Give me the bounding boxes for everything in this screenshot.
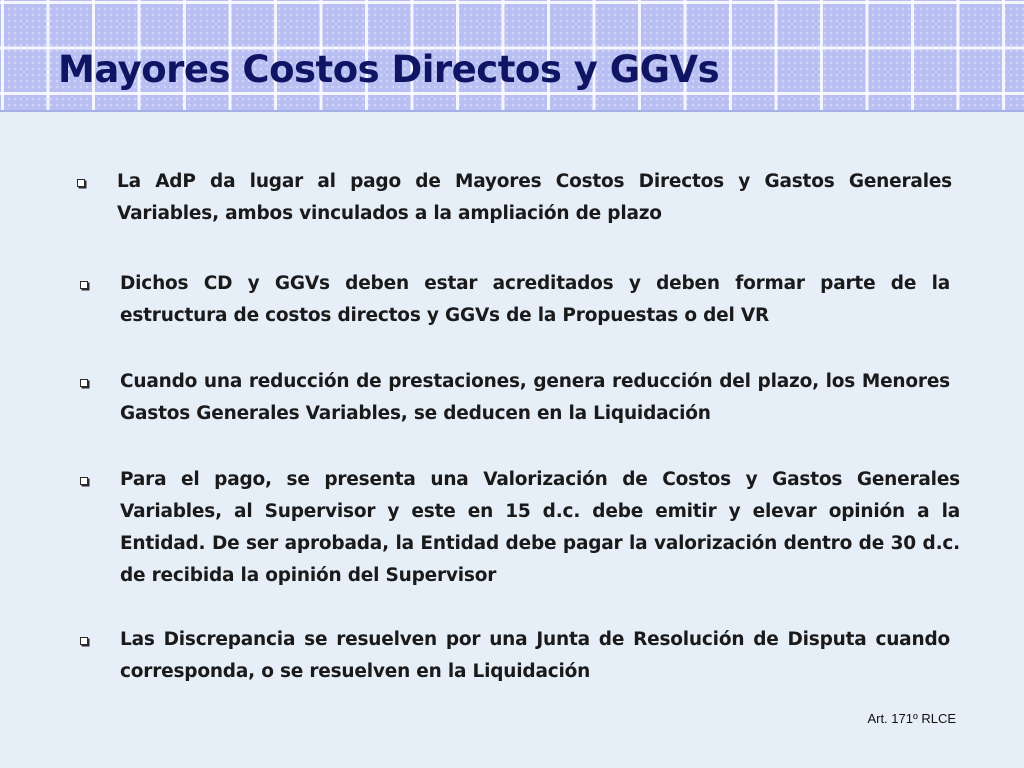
bullet-text: Las Discrepancia se resuelven por una Junta de Resolución de Disputa cuando corresponda, o se resuelven en la Liquidación [120,629,950,682]
bullet-text: Para el pago, se presenta una Valorización de Costos y Gastos Generales Variables, al Supervisor y este en 15 d.c. debe emitir y elevar opinión a la Entidad. De ser aprobada, la Entidad debe pagar la valorización dentro de 30 d.c. de recibida la opinión del Supervisor [120,469,960,586]
bullet-item [77,166,952,230]
square-bullet-icon [80,477,88,485]
slide-title: Mayores Costos Directos y GGVs [58,48,720,91]
bullet-text: Cuando una reducción de prestaciones, genera reducción del plazo, los Menores Gastos Generales Variables, se deducen en la Liquidación [120,371,950,424]
square-bullet-icon [80,637,88,645]
article-footnote: Art. 171º RLCE [867,711,956,726]
square-bullet-icon [80,281,88,289]
bullet-text: La AdP da lugar al pago de Mayores Costos Directos y Gastos Generales Variables, ambos vinculados a la ampliación de plazo [117,171,952,224]
bullet-item [80,464,960,592]
bullet-item [80,624,950,688]
square-bullet-icon [77,179,85,187]
bullet-text: Dichos CD y GGVs deben estar acreditados y deben formar parte de la estructura de costos directos y GGVs de la Propuestas o del VR [120,273,950,326]
square-bullet-icon [80,379,88,387]
bullet-item [80,366,950,430]
bullet-item [80,268,950,332]
